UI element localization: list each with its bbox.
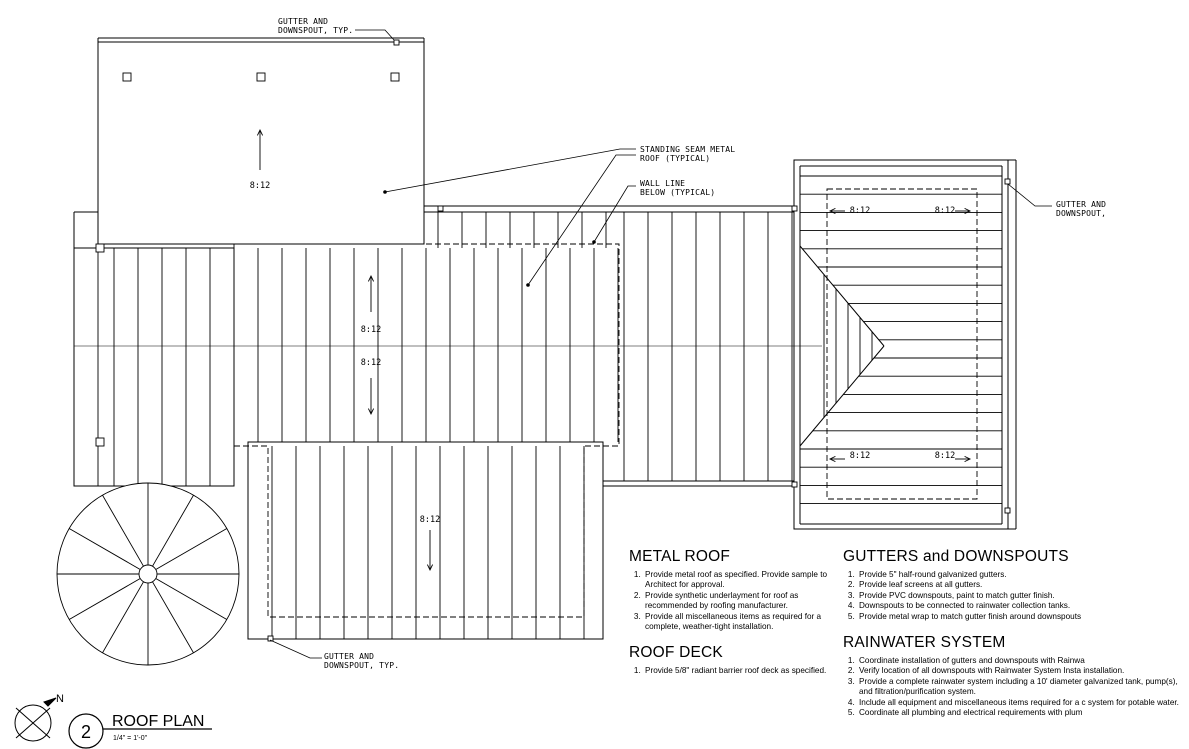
drawing-title-block (15, 693, 212, 748)
downspout-marker (123, 73, 131, 81)
callout-line: GUTTER AND (1056, 200, 1107, 209)
callout-line: DOWNSPOUT, (1056, 209, 1107, 218)
pitch-label: 8:12 (419, 515, 441, 525)
north-label: N (56, 693, 64, 705)
list-item: 3. Provide PVC downspouts, paint to match gutter finish. (857, 591, 1189, 601)
list-item: 2. Verify location of all downspouts with Rainwater System Insta installation. (857, 666, 1189, 676)
drawing-number: 2 (80, 722, 92, 742)
list-item: 3. Provide a complete rainwater system including a 10' diameter galvanized tank, pump(s), and filtration/purification system. (857, 677, 1189, 698)
roof-deck-heading: ROOF DECK (629, 644, 723, 662)
callout-line: STANDING SEAM METAL (640, 145, 736, 154)
east-wing-roof (794, 160, 1008, 529)
downspout-marker (1005, 179, 1010, 184)
downspout-marker (792, 206, 797, 211)
callout-gutter-top (278, 17, 353, 35)
list-item: 5. Coordinate all plumbing and electrical requirements with plum (857, 708, 1189, 718)
gutters-heading: GUTTERS and DOWNSPOUTS (843, 548, 1069, 565)
leader-dot (526, 283, 530, 287)
callout-line: DOWNSPOUT, TYP. (324, 661, 400, 670)
center-wall-line (234, 244, 619, 617)
list-item: 1. Provide 5/8" radiant barrier roof deck as specified. (643, 666, 829, 676)
pitch-label: 8:12 (934, 451, 956, 461)
leader-dot (592, 240, 596, 244)
list-item: 5. Provide metal wrap to match gutter finish around downspouts (857, 612, 1189, 622)
drawing-title: ROOF PLAN (112, 713, 205, 730)
callout-gutter-bottom (324, 652, 399, 670)
callout-line: WALL LINE (640, 179, 686, 188)
callout-line: GUTTER AND (324, 652, 375, 661)
pitch-label: 8:12 (360, 325, 382, 335)
east-wing-hip-1 (800, 246, 884, 346)
round-pavilion-roof (57, 483, 239, 665)
north-arrow-icon (15, 698, 56, 741)
downspout-marker (96, 244, 104, 252)
metal-roof-heading: METAL ROOF (629, 548, 731, 565)
drawing-scale: 1/4" = 1'-0" (113, 735, 148, 742)
list-item: 2. Provide synthetic underlayment for roof as recommended by roofing manufacturer. (643, 591, 829, 612)
list-item: 1. Provide 5" half-round galvanized gutters. (857, 570, 1189, 580)
downspout-marker (257, 73, 265, 81)
list-item: 1. Coordinate installation of gutters and downspouts with Rainwa (857, 656, 1189, 666)
downspout-marker (792, 482, 797, 487)
metal-roof-list (629, 570, 829, 632)
downspout-marker (391, 73, 399, 81)
list-item: 2. Provide leaf screens at all gutters. (857, 580, 1189, 590)
downspout-marker (394, 40, 399, 45)
gutters-list (843, 570, 1121, 622)
list-item: 4. Include all equipment and miscellaneous items required for a c system for potable water. (857, 698, 1189, 708)
pitch-label: 8:12 (934, 206, 956, 216)
callout-wall-line (640, 179, 715, 197)
list-item: 1. Provide metal roof as specified. Provide sample to Architect for approval. (643, 570, 829, 591)
notes-right-column (843, 548, 1179, 718)
roof-deck-list (629, 666, 829, 676)
callout-line: DOWNSPOUT, TYP. (278, 26, 354, 35)
leader-gutter-bottom (270, 640, 322, 658)
list-item: 3. Provide all miscellaneous items as required for a complete, weather-tight installation. (643, 612, 829, 633)
callout-line: ROOF (TYPICAL) (640, 154, 711, 163)
south-wing-roof (248, 442, 603, 639)
leader-wall-line (594, 186, 636, 242)
pitch-label: 8:12 (849, 451, 871, 461)
notes-left-column (629, 548, 829, 677)
pitch-label: 8:12 (249, 181, 271, 191)
callout-gutter-right (1056, 200, 1106, 218)
downspout-marker (1005, 508, 1010, 513)
callout-standing-seam (640, 145, 735, 163)
callout-line: GUTTER AND (278, 17, 329, 26)
list-item: 4. Downspouts to be connected to rainwater collection tanks. (857, 601, 1189, 611)
leader-dot (383, 190, 387, 194)
leader-gutter-right (1008, 184, 1052, 206)
rainwater-list (843, 656, 1179, 718)
callout-line: BELOW (TYPICAL) (640, 188, 716, 197)
north-arrow-head (44, 698, 56, 706)
pitch-label: 8:12 (360, 358, 382, 368)
downspout-marker (96, 438, 104, 446)
downspout-marker (438, 206, 443, 211)
north-wing-roof (98, 42, 424, 244)
pitch-label: 8:12 (849, 206, 871, 216)
rainwater-heading: RAINWATER SYSTEM (843, 634, 1006, 652)
